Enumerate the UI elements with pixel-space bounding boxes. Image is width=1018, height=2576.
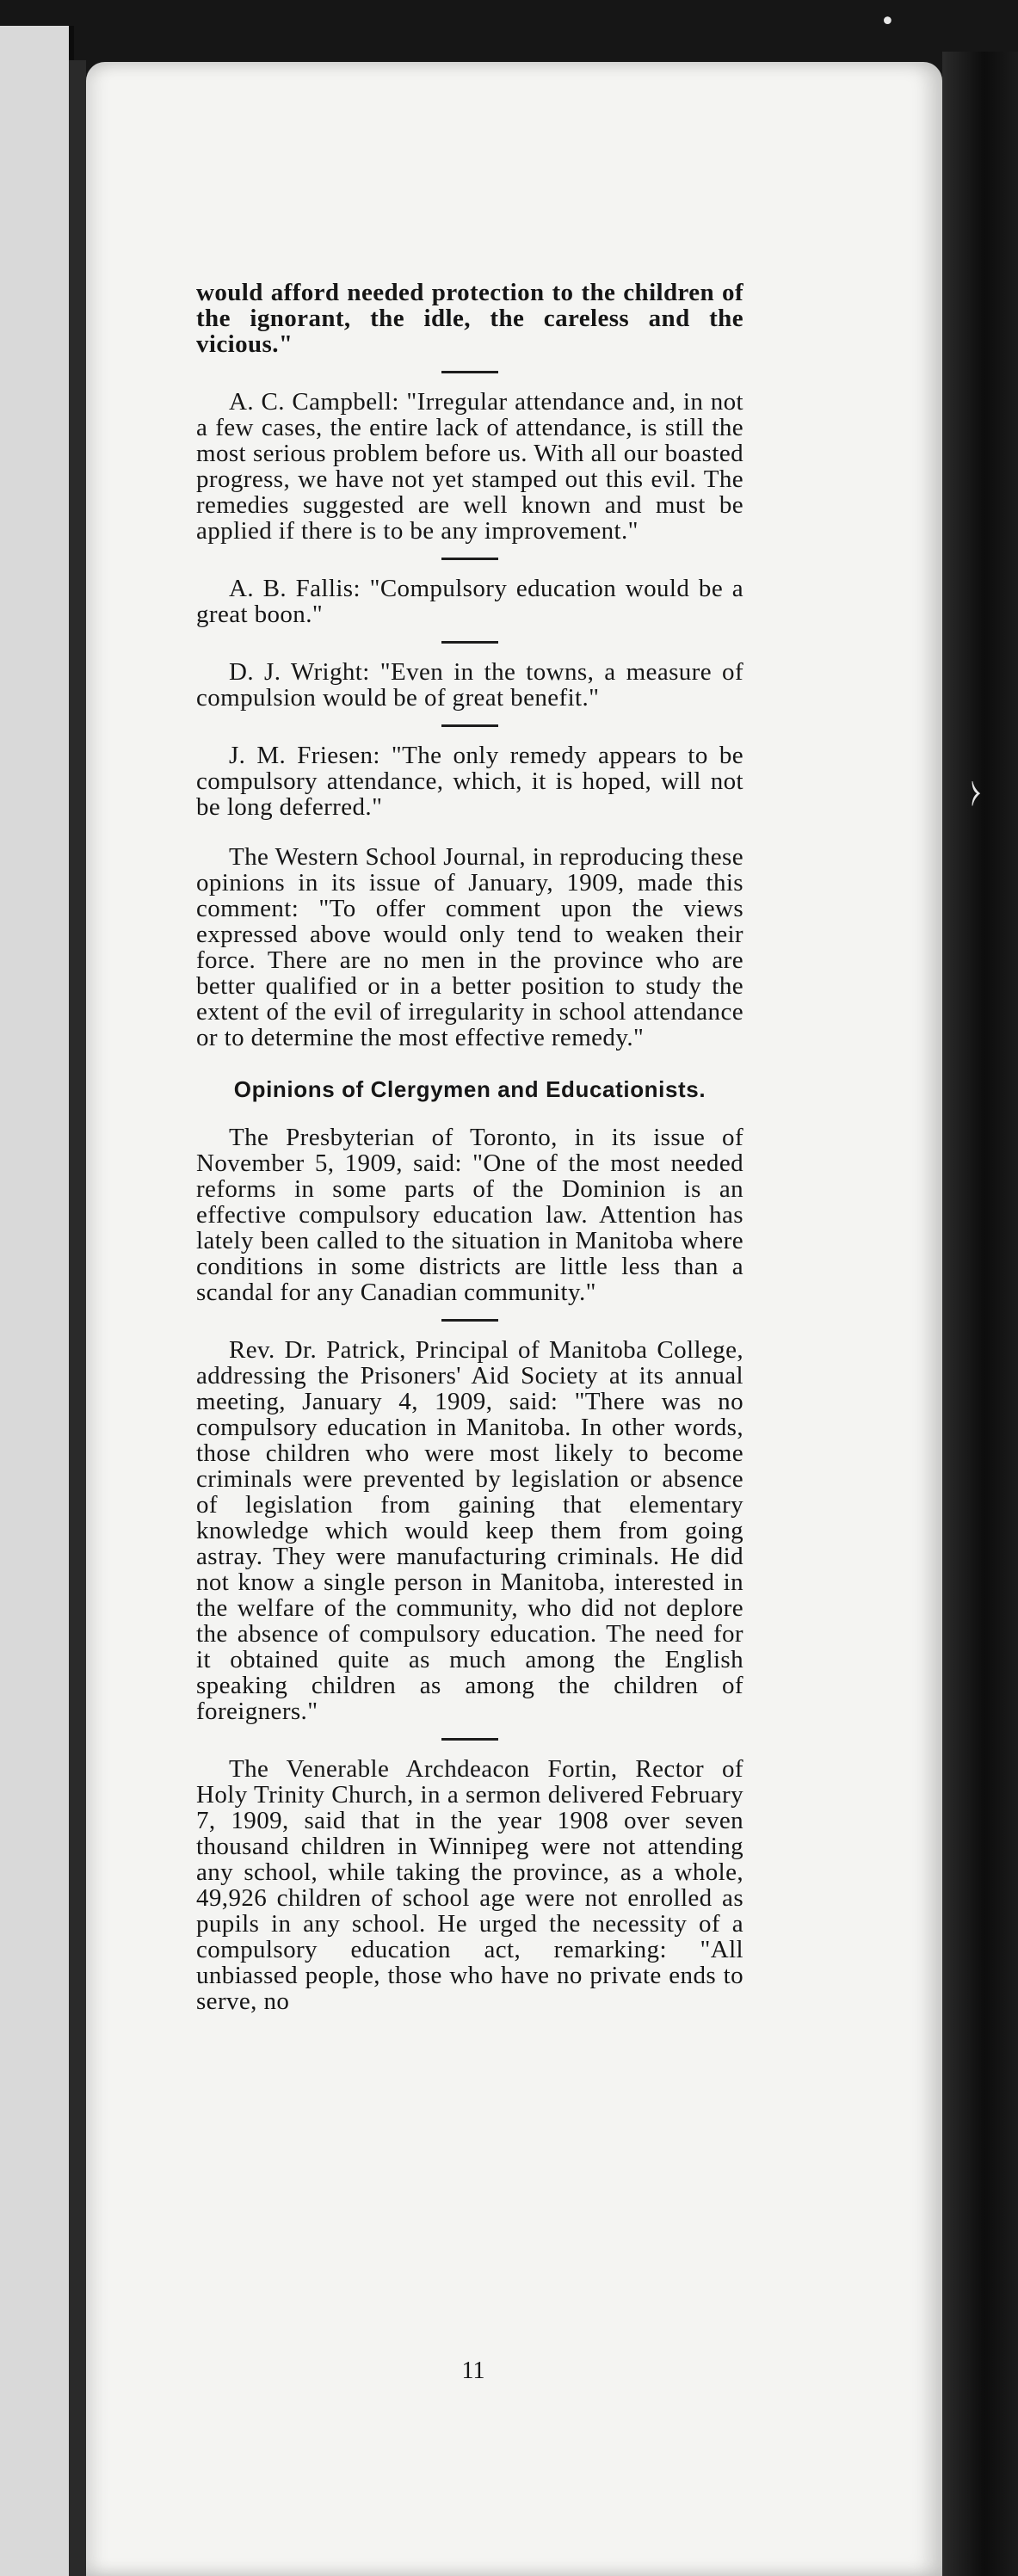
left-page-edge — [0, 26, 74, 2576]
paragraph-campbell: A. C. Campbell: "Irregular attendance and, in not a few cases, the entire lack of attendance, is still the most serious problem before us. With all our boasted progress, we have not yet stamped out this evil. The remedies suggested are well known and must be applied if there is to be any improvement." — [196, 388, 743, 545]
section-divider — [441, 724, 498, 727]
section-divider — [441, 641, 498, 644]
paragraph-fortin: The Venerable Archdeacon Fortin, Rector of Holy Trinity Church, in a sermon delivered February 7, 1909, said that in the year 1908 over seven thousand children in Winnipeg were not attending any school, while taking the province, as a whole, 49,926 children of school age were not enrolled as pupils in any school. He urged the necessity of a compulsory education act, remarking: "All unbiassed people, those who have no private ends to serve, no — [196, 1755, 743, 2015]
section-divider — [441, 1319, 498, 1322]
section-divider — [441, 1738, 498, 1741]
paragraph-presbyterian: The Presbyterian of Toronto, in its issue of November 5, 1909, said: "One of the most needed reforms in some parts of the Dominion is an effective compulsory education law. Attention has lately been called to the situation in Manitoba where conditions in some districts are little less than a scandal for any Canadian community." — [196, 1124, 743, 1306]
section-heading: Opinions of Clergymen and Educationists. — [233, 1076, 706, 1102]
page-number: 11 — [461, 2357, 485, 2384]
scan-mark-top-right: ​∙ — [879, 5, 896, 35]
scan-mark-right: ⧽ — [971, 774, 981, 809]
paragraph-western-school-journal: The Western School Journal, in reproducing these opinions in its issue of January, 1909, made this comment: "To offer comment upon the views expressed above would only tend to weaken their force. There are no men in the province who are better qualified or in a better position to study the extent of the evil of irregularity in school attendance or to determine the most effective remedy." — [196, 843, 743, 1051]
paragraph-wright: D. J. Wright: "Even in the towns, a measure of compulsion would be of great benefit." — [196, 658, 743, 712]
paragraph-friesen: J. M. Friesen: "The only remedy appears to be compulsory attendance, which, it is hoped, will not be long deferred." — [196, 742, 743, 821]
text-column — [196, 280, 743, 2014]
binding-shadow — [69, 60, 86, 2576]
section-divider — [441, 371, 498, 373]
paragraph-spacer — [196, 820, 743, 844]
section-divider — [441, 558, 498, 560]
paragraph-patrick: Rev. Dr. Patrick, Principal of Manitoba College, addressing the Prisoners' Aid Society at its annual meeting, January 4, 1909, said: "There was no compulsory education in Manitoba. In other words, those children who were most likely to become criminals were prevented by legislation or absence of legislation from gaining that elementary knowledge which would keep them from going astray. They were manufacturing criminals. He did not know a single person in Manitoba, interested in the welfare of the community, who did not deplore the absence of compulsory education. The need for it obtained quite as much among the English speaking children as among the children of foreigners." — [196, 1336, 743, 1725]
paragraph-fallis: A. B. Fallis: "Compulsory education would be a great boon." — [196, 575, 743, 628]
right-dark-margin — [942, 52, 1018, 2576]
paragraph-continuation: would afford needed protection to the children of the ignorant, the idle, the careless and the vicious." — [196, 279, 743, 358]
